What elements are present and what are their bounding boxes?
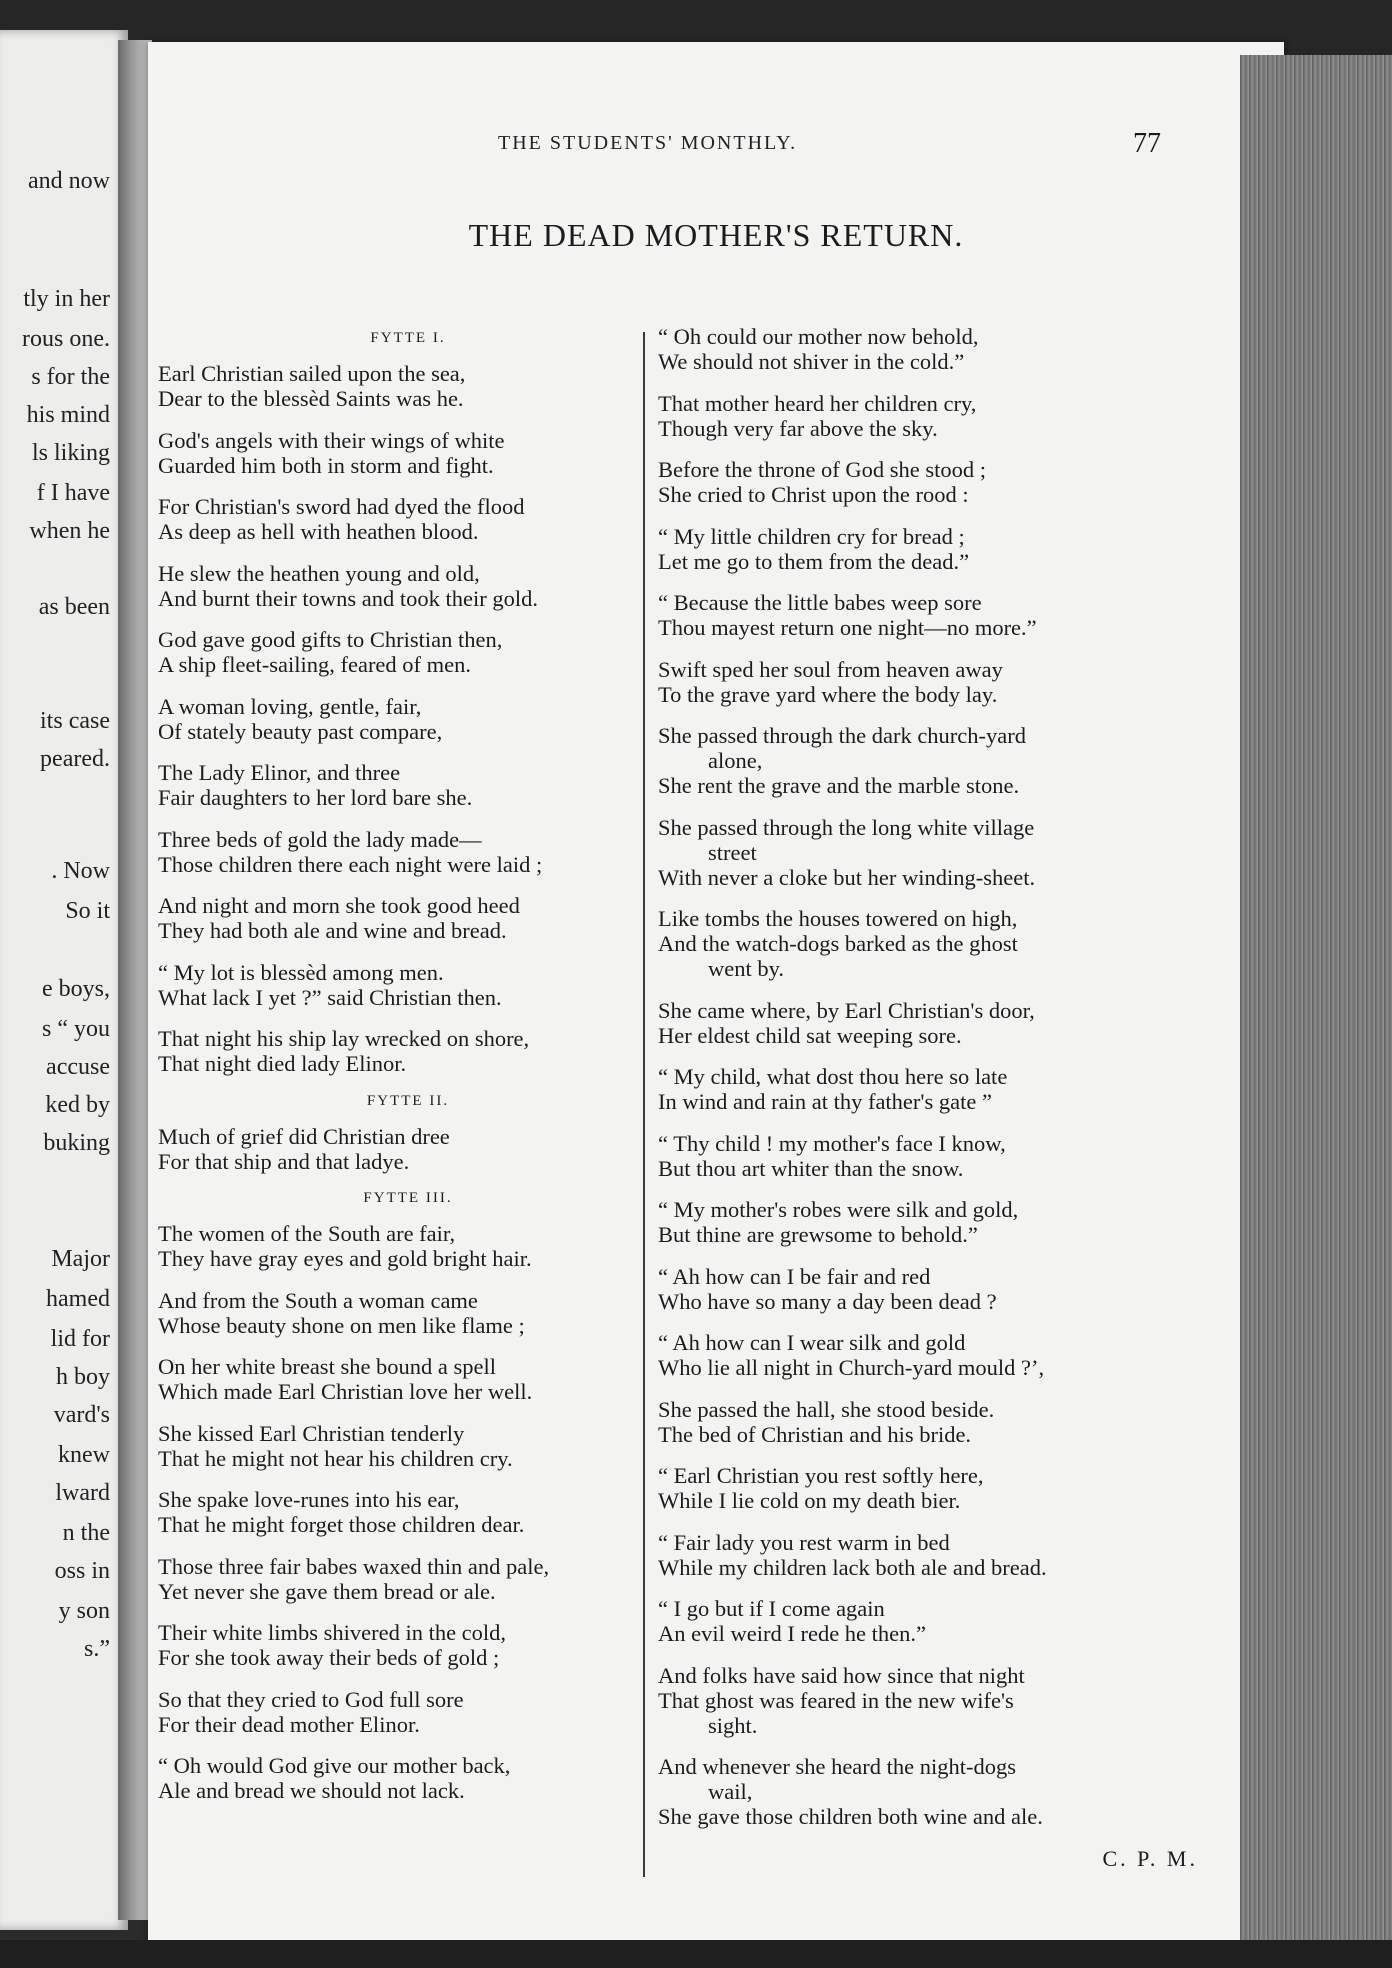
stanza [158, 1221, 658, 1271]
verse-line: The bed of Christian and his bride. [658, 1421, 972, 1447]
facing-page-text-fragment: s “ you [42, 1016, 110, 1042]
stanza [658, 1530, 1218, 1580]
verse-line: She came where, by Earl Christian's door, [658, 997, 1035, 1023]
verse-line: That mother heard her children cry, [658, 390, 977, 416]
facing-page-text-fragment: lward [55, 1480, 110, 1506]
stanza [158, 1288, 658, 1338]
verse-line: The Lady Elinor, and three [158, 760, 401, 785]
stanza [158, 694, 658, 744]
verse-line: While I lie cold on my death bier. [658, 1488, 961, 1513]
poem-title: THE DEAD MOTHER'S RETURN. [468, 217, 964, 253]
verse-line: alone, [708, 748, 763, 773]
verse-line: Though very far above the sky. [658, 415, 938, 441]
verse-line: Ale and bread we should not lack. [158, 1778, 465, 1803]
verse-line: “ Oh could our mother now behold, [658, 324, 979, 349]
fytte-heading: FYTTE I. [370, 330, 446, 346]
stanza [158, 1620, 658, 1670]
verse-line: And night and morn she took good heed [158, 893, 520, 918]
verse-line: Of stately beauty past compare, [158, 718, 443, 744]
verse-line: Those children there each night were laid ; [158, 851, 543, 877]
facing-page-text-fragment: s.” [84, 1636, 110, 1662]
book-gutter [118, 40, 152, 1920]
verse-line: She gave those children both wine and ale. [658, 1804, 1043, 1829]
facing-page-text-fragment: oss in [54, 1558, 110, 1584]
verse-line: “ Oh would God give our mother back, [158, 1753, 511, 1778]
verse-line: God's angels with their wings of white [158, 427, 505, 453]
verse-line: Those three fair babes waxed thin and pale, [158, 1553, 550, 1579]
verse-line: Who have so many a day been dead ? [658, 1288, 997, 1314]
verse-line: That ghost was feared in the new wife's [658, 1687, 1014, 1713]
verse-line: She passed the hall, she stood beside. [658, 1396, 995, 1422]
verse-line: Let me go to them from the dead.” [658, 548, 970, 574]
fytte-heading: FYTTE II. [366, 1092, 450, 1109]
fytte-heading: FYTTE III. [363, 1190, 453, 1206]
verse-line: street [708, 839, 757, 865]
verse-line: Swift sped her soul from heaven away [658, 656, 1003, 682]
stanza [158, 1554, 658, 1604]
verse-line: For their dead mother Elinor. [158, 1711, 420, 1737]
verse-line: God gave good gifts to Christian then, [158, 627, 503, 652]
stanza [158, 960, 658, 1010]
verse-line: “ Earl Christian you rest softly here, [658, 1463, 984, 1488]
facing-page-text-fragment: hamed [46, 1286, 110, 1312]
verse-line: A ship fleet-sailing, feared of men. [158, 652, 472, 677]
facing-page-text-fragment: n the [62, 1520, 110, 1546]
stanza [658, 1330, 1218, 1380]
verse-line: That he might forget those children dear. [158, 1512, 525, 1537]
stanza [158, 1124, 658, 1174]
facing-page-text-fragment: ls liking [31, 440, 110, 466]
verse-line: went by. [708, 956, 785, 981]
verse-line: Dear to the blessèd Saints was he. [158, 386, 464, 411]
facing-page-text-fragment: h boy [56, 1364, 110, 1390]
verse-line: “ I go but if I come again [658, 1596, 885, 1621]
verse-line: They have gray eyes and gold bright hair. [158, 1246, 532, 1271]
verse-line: She cried to Christ upon the rood : [658, 482, 969, 507]
verse-line: Like tombs the houses towered on high, [658, 906, 1018, 931]
stanza [658, 324, 1218, 374]
verse-line: On her white breast she bound a spell [158, 1354, 497, 1379]
stanza [658, 723, 1218, 798]
stanza [658, 815, 1218, 890]
verse-line: Her eldest child sat weeping sore. [658, 1022, 962, 1048]
stanza [658, 590, 1218, 640]
verse-line: She kissed Earl Christian tenderly [158, 1420, 465, 1446]
verse-line: A woman loving, gentle, fair, [158, 693, 422, 719]
facing-page-text-fragment: Major [51, 1246, 110, 1272]
stanza [158, 1421, 658, 1471]
facing-page-text-fragment: knew [58, 1442, 110, 1468]
stanza [158, 361, 658, 411]
facing-page-text-fragment: tly in her [23, 286, 110, 312]
verse-line: But thou art whiter than the snow. [658, 1155, 964, 1181]
stanza [158, 1687, 658, 1737]
facing-page-text-fragment: vard's [53, 1402, 110, 1428]
page-number: 77 [1133, 128, 1161, 159]
stanza [158, 1354, 658, 1404]
verse-line: sight. [708, 1712, 758, 1738]
stanza [158, 1753, 658, 1803]
stanza [158, 893, 658, 943]
stanza [658, 906, 1218, 981]
verse-line: For Christian's sword had dyed the flood [158, 494, 525, 519]
facing-page-text-fragment: its case [40, 708, 110, 734]
facing-page-text-fragment: buking [43, 1130, 110, 1156]
stanza [658, 1596, 1218, 1646]
stanza [158, 827, 658, 877]
verse-line: She spake love-runes into his ear, [158, 1487, 460, 1512]
verse-line: So that they cried to God full sore [158, 1686, 464, 1712]
verse-line: “ Because the little babes weep sore [658, 590, 982, 615]
verse-line: Their white limbs shivered in the cold, [158, 1620, 507, 1645]
facing-page-text-fragment: f I have [36, 480, 110, 506]
facing-page-fragment [0, 30, 128, 1930]
facing-page-text-fragment: and now [28, 168, 110, 194]
facing-page-text-fragment: . Now [51, 858, 110, 884]
stanza [658, 457, 1218, 507]
stanza [158, 627, 658, 677]
verse-line: Who lie all night in Church-yard mould ?’, [658, 1355, 1045, 1380]
facing-page-text-fragment: peared. [40, 746, 110, 772]
verse-line: The women of the South are fair, [158, 1221, 456, 1246]
verse-line: For she took away their beds of gold ; [158, 1645, 500, 1670]
verse-line: She rent the grave and the marble stone. [658, 773, 1020, 798]
author-signature: C. P. M. [1102, 1845, 1198, 1871]
verse-line: “ Fair lady you rest warm in bed [658, 1529, 950, 1555]
verse-line: They had both ale and wine and bread. [158, 918, 507, 943]
verse-line: And folks have said how since that night [658, 1662, 1025, 1688]
page-edges [1240, 55, 1392, 1968]
verse-line: That he might not hear his children cry. [158, 1445, 513, 1471]
scan-bottom-background [0, 1940, 1392, 1968]
stanza [658, 1397, 1218, 1447]
stanza [158, 760, 658, 810]
verse-line: In wind and rain at thy father's gate ” [658, 1089, 992, 1114]
verse-line: wail, [708, 1779, 753, 1804]
verse-line: Fair daughters to her lord bare she. [158, 785, 473, 810]
facing-page-text-fragment: y son [58, 1598, 110, 1624]
facing-page-text-fragment: rous one. [22, 326, 110, 352]
page [148, 42, 1284, 1942]
verse-line: Whose beauty shone on men like flame ; [158, 1312, 525, 1338]
stanza [658, 391, 1218, 441]
stanza [658, 1197, 1218, 1247]
verse-line: That night his ship lay wrecked on shore, [158, 1026, 530, 1051]
verse-line: What lack I yet ?” said Christian then. [158, 984, 502, 1010]
running-head-text: THE STUDENTS' MONTHLY. [498, 132, 798, 154]
stanza [658, 1663, 1218, 1738]
facing-page-text-fragment: lid for [50, 1326, 110, 1352]
verse-line: Earl Christian sailed upon the sea, [158, 361, 466, 386]
verse-line: And burnt their towns and took their gold. [158, 585, 538, 611]
verse-line: But thine are grewsome to behold.” [658, 1222, 978, 1247]
verse-line: While my children lack both ale and bread. [658, 1554, 1047, 1580]
verse-line: As deep as hell with heathen blood. [158, 519, 479, 544]
stanza [658, 1131, 1218, 1181]
verse-line: He slew the heathen young and old, [158, 560, 480, 586]
verse-line: Three beds of gold the lady made— [158, 826, 482, 852]
verse-line: “ Ah how can I wear silk and gold [658, 1330, 966, 1355]
verse-line: She passed through the dark church-yard [658, 723, 1027, 748]
column-divider [643, 332, 645, 1877]
facing-page-text-fragment: when he [29, 518, 110, 544]
stanza [658, 657, 1218, 707]
facing-page-text-fragment: ked by [45, 1092, 110, 1118]
stanza [658, 524, 1218, 574]
verse-line: And from the South a woman came [158, 1287, 478, 1313]
facing-page-text-fragment: as been [38, 594, 110, 620]
facing-page-text-fragment: accuse [46, 1054, 110, 1080]
facing-page-text-fragment: s for the [31, 364, 110, 390]
verse-line: Thou mayest return one night—no more.” [658, 615, 1037, 640]
facing-page-text-fragment: e boys, [42, 976, 110, 1002]
facing-page-text-fragment: his mind [26, 402, 110, 428]
verse-line: “ My child, what dost thou here so late [658, 1064, 1008, 1089]
stanza [158, 428, 658, 478]
stanza [658, 998, 1218, 1048]
stanza [658, 1264, 1218, 1314]
right-column [658, 324, 1218, 1872]
verse-line: “ Ah how can I be fair and red [658, 1263, 931, 1289]
left-column [158, 324, 658, 1820]
verse-line: “ My lot is blessèd among men. [158, 959, 444, 985]
stanza [658, 1064, 1218, 1114]
verse-line: With never a cloke but her winding-sheet. [658, 864, 1036, 890]
stanza [658, 1754, 1218, 1829]
facing-page-text-fragment: So it [65, 898, 110, 924]
verse-line: “ My mother's robes were silk and gold, [658, 1197, 1019, 1222]
verse-line: She passed through the long white village [658, 814, 1035, 840]
verse-line: “ Thy child ! my mother's face I know, [658, 1130, 1006, 1156]
verse-line: Guarded him both in storm and fight. [158, 452, 494, 478]
verse-line: An evil weird I rede he then.” [658, 1621, 927, 1646]
stanza [158, 1487, 658, 1537]
verse-line: That night died lady Elinor. [158, 1051, 407, 1076]
verse-line: Which made Earl Christian love her well. [158, 1379, 533, 1404]
stanza [158, 494, 658, 544]
stanza [158, 561, 658, 611]
stanza [158, 1026, 658, 1076]
verse-line: To the grave yard where the body lay. [658, 681, 998, 707]
verse-line: Before the throne of God she stood ; [658, 457, 987, 482]
verse-line: For that ship and that ladye. [158, 1148, 410, 1174]
verse-line: And whenever she heard the night-dogs [658, 1754, 1017, 1779]
verse-line: We should not shiver in the cold.” [658, 349, 965, 374]
verse-line: “ My little children cry for bread ; [658, 523, 965, 549]
verse-line: Much of grief did Christian dree [158, 1123, 450, 1149]
verse-line: And the watch-dogs barked as the ghost [658, 931, 1018, 956]
verse-line: Yet never she gave them bread or ale. [158, 1578, 496, 1604]
stanza [658, 1463, 1218, 1513]
